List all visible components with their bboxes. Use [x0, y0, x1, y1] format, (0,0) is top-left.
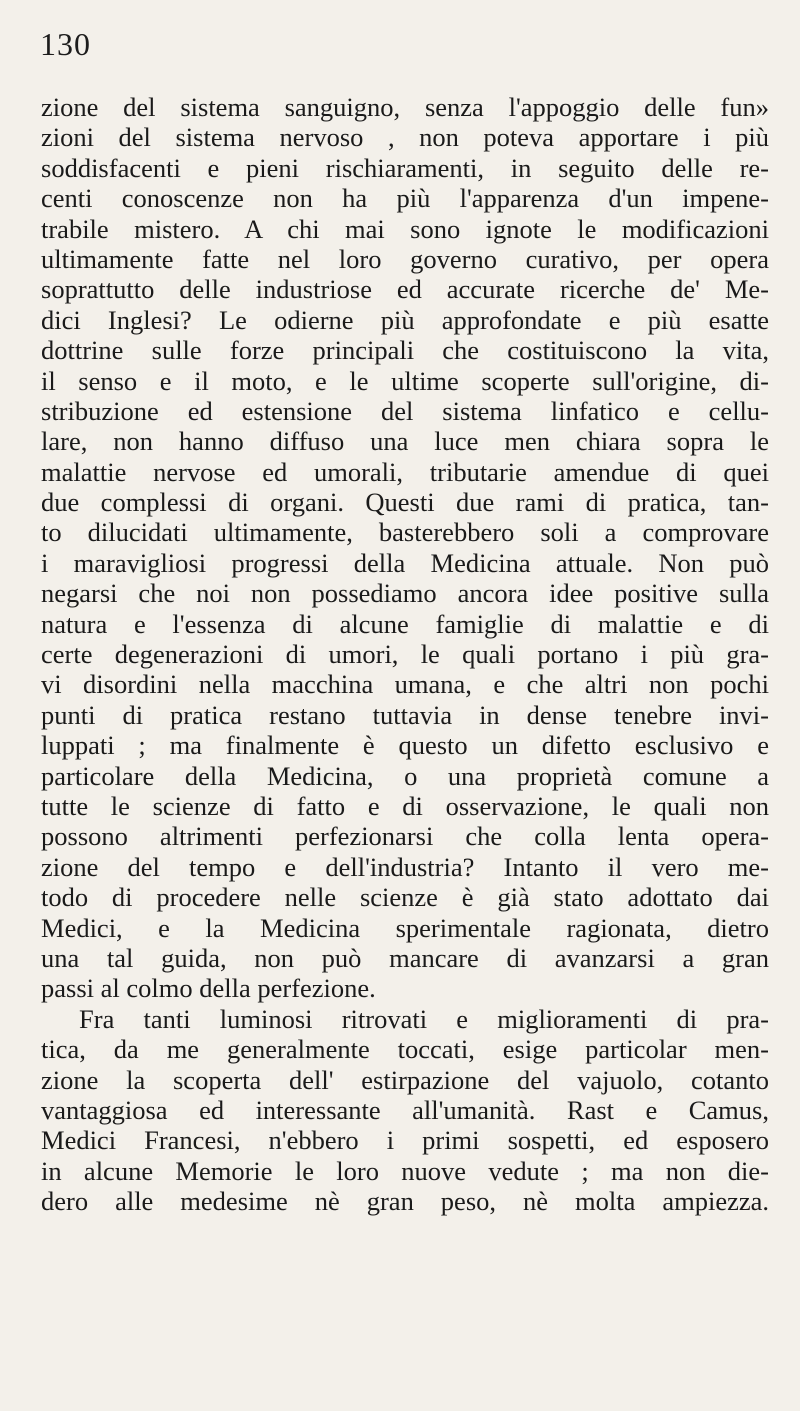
text-line: stribuzione ed estensione del sistema linfatico e cellu-: [41, 395, 769, 426]
text-line: certe degenerazioni di umori, le quali portano i più gra-: [41, 639, 769, 670]
text-line: malattie nervose ed umorali, tributarie amendue di quei: [41, 456, 769, 487]
text-line: dici Inglesi? Le odierne più approfondate e più esatte: [41, 304, 769, 335]
text-line: passi al colmo della perfezione.: [41, 973, 376, 1004]
text-line: todo di procedere nelle scienze è già stato adottato dai: [41, 882, 769, 913]
text-line: lare, non hanno diffuso una luce men chiara sopra le: [41, 426, 769, 457]
text-line: in alcune Memorie le loro nuove vedute ; ma non die-: [41, 1155, 769, 1186]
text-line: ultimamente fatte nel loro governo curativo, per opera: [41, 243, 769, 274]
text-line: una tal guida, non può mancare di avanzarsi a gran: [41, 942, 769, 973]
text-line: tica, da me generalmente toccati, esige particolar men-: [41, 1034, 769, 1065]
text-line: vi disordini nella macchina umana, e che altri non pochi: [41, 669, 769, 700]
text-line: natura e l'essenza di alcune famiglie di malattie e di: [41, 608, 769, 639]
text-line: dottrine sulle forze principali che costituiscono la vita,: [41, 335, 769, 366]
text-line: Medici Francesi, n'ebbero i primi sospetti, ed esposero: [41, 1125, 769, 1156]
text-line: luppati ; ma finalmente è questo un difetto esclusivo e: [41, 730, 769, 761]
text-line: possono altrimenti perfezionarsi che colla lenta opera-: [41, 821, 769, 852]
text-line: vantaggiosa ed interessante all'umanità. Rast e Camus,: [41, 1094, 769, 1125]
text-line: i maravigliosi progressi della Medicina attuale. Non può: [41, 547, 769, 578]
text-line: tutte le scienze di fatto e di osservazione, le quali non: [41, 790, 769, 821]
text-line: soddisfacenti e pieni rischiaramenti, in seguito delle re-: [41, 152, 769, 183]
text-line: zioni del sistema nervoso , non poteva apportare i più: [41, 122, 769, 153]
paragraph: [41, 1004, 769, 1217]
text-line: trabile mistero. A chi mai sono ignote le modificazioni: [41, 213, 769, 244]
text-line: Medici, e la Medicina sperimentale ragionata, dietro: [41, 912, 769, 943]
text-line: particolare della Medicina, o una proprietà comune a: [41, 760, 769, 791]
page-number: 130: [40, 26, 91, 62]
text-line: zione la scoperta dell' estirpazione del vajuolo, cotanto: [41, 1064, 769, 1095]
text-line: negarsi che noi non possediamo ancora idee positive sulla: [41, 578, 769, 609]
text-line: centi conoscenze non ha più l'apparenza d'un impene-: [41, 183, 769, 214]
text-line: Fra tanti luminosi ritrovati e miglioramenti di pra-: [79, 1003, 769, 1034]
text-line: to dilucidati ultimamente, basterebbero soli a comprovare: [41, 517, 769, 548]
paragraph: [41, 92, 769, 1004]
text-line: zione del tempo e dell'industria? Intanto il vero me-: [41, 851, 769, 882]
text-line: soprattutto delle industriose ed accurate ricerche de' Me-: [41, 274, 769, 305]
body-text: [41, 92, 769, 1216]
text-line: due complessi di organi. Questi due rami di pratica, tan-: [41, 487, 769, 518]
text-line: dero alle medesime nè gran peso, nè molta ampiezza.: [41, 1186, 769, 1217]
text-line: zione del sistema sanguigno, senza l'appoggio delle fun»: [41, 92, 769, 122]
text-line: il senso e il moto, e le ultime scoperte sull'origine, di-: [41, 365, 769, 396]
text-line: punti di pratica restano tuttavia in dense tenebre invi-: [41, 699, 769, 730]
